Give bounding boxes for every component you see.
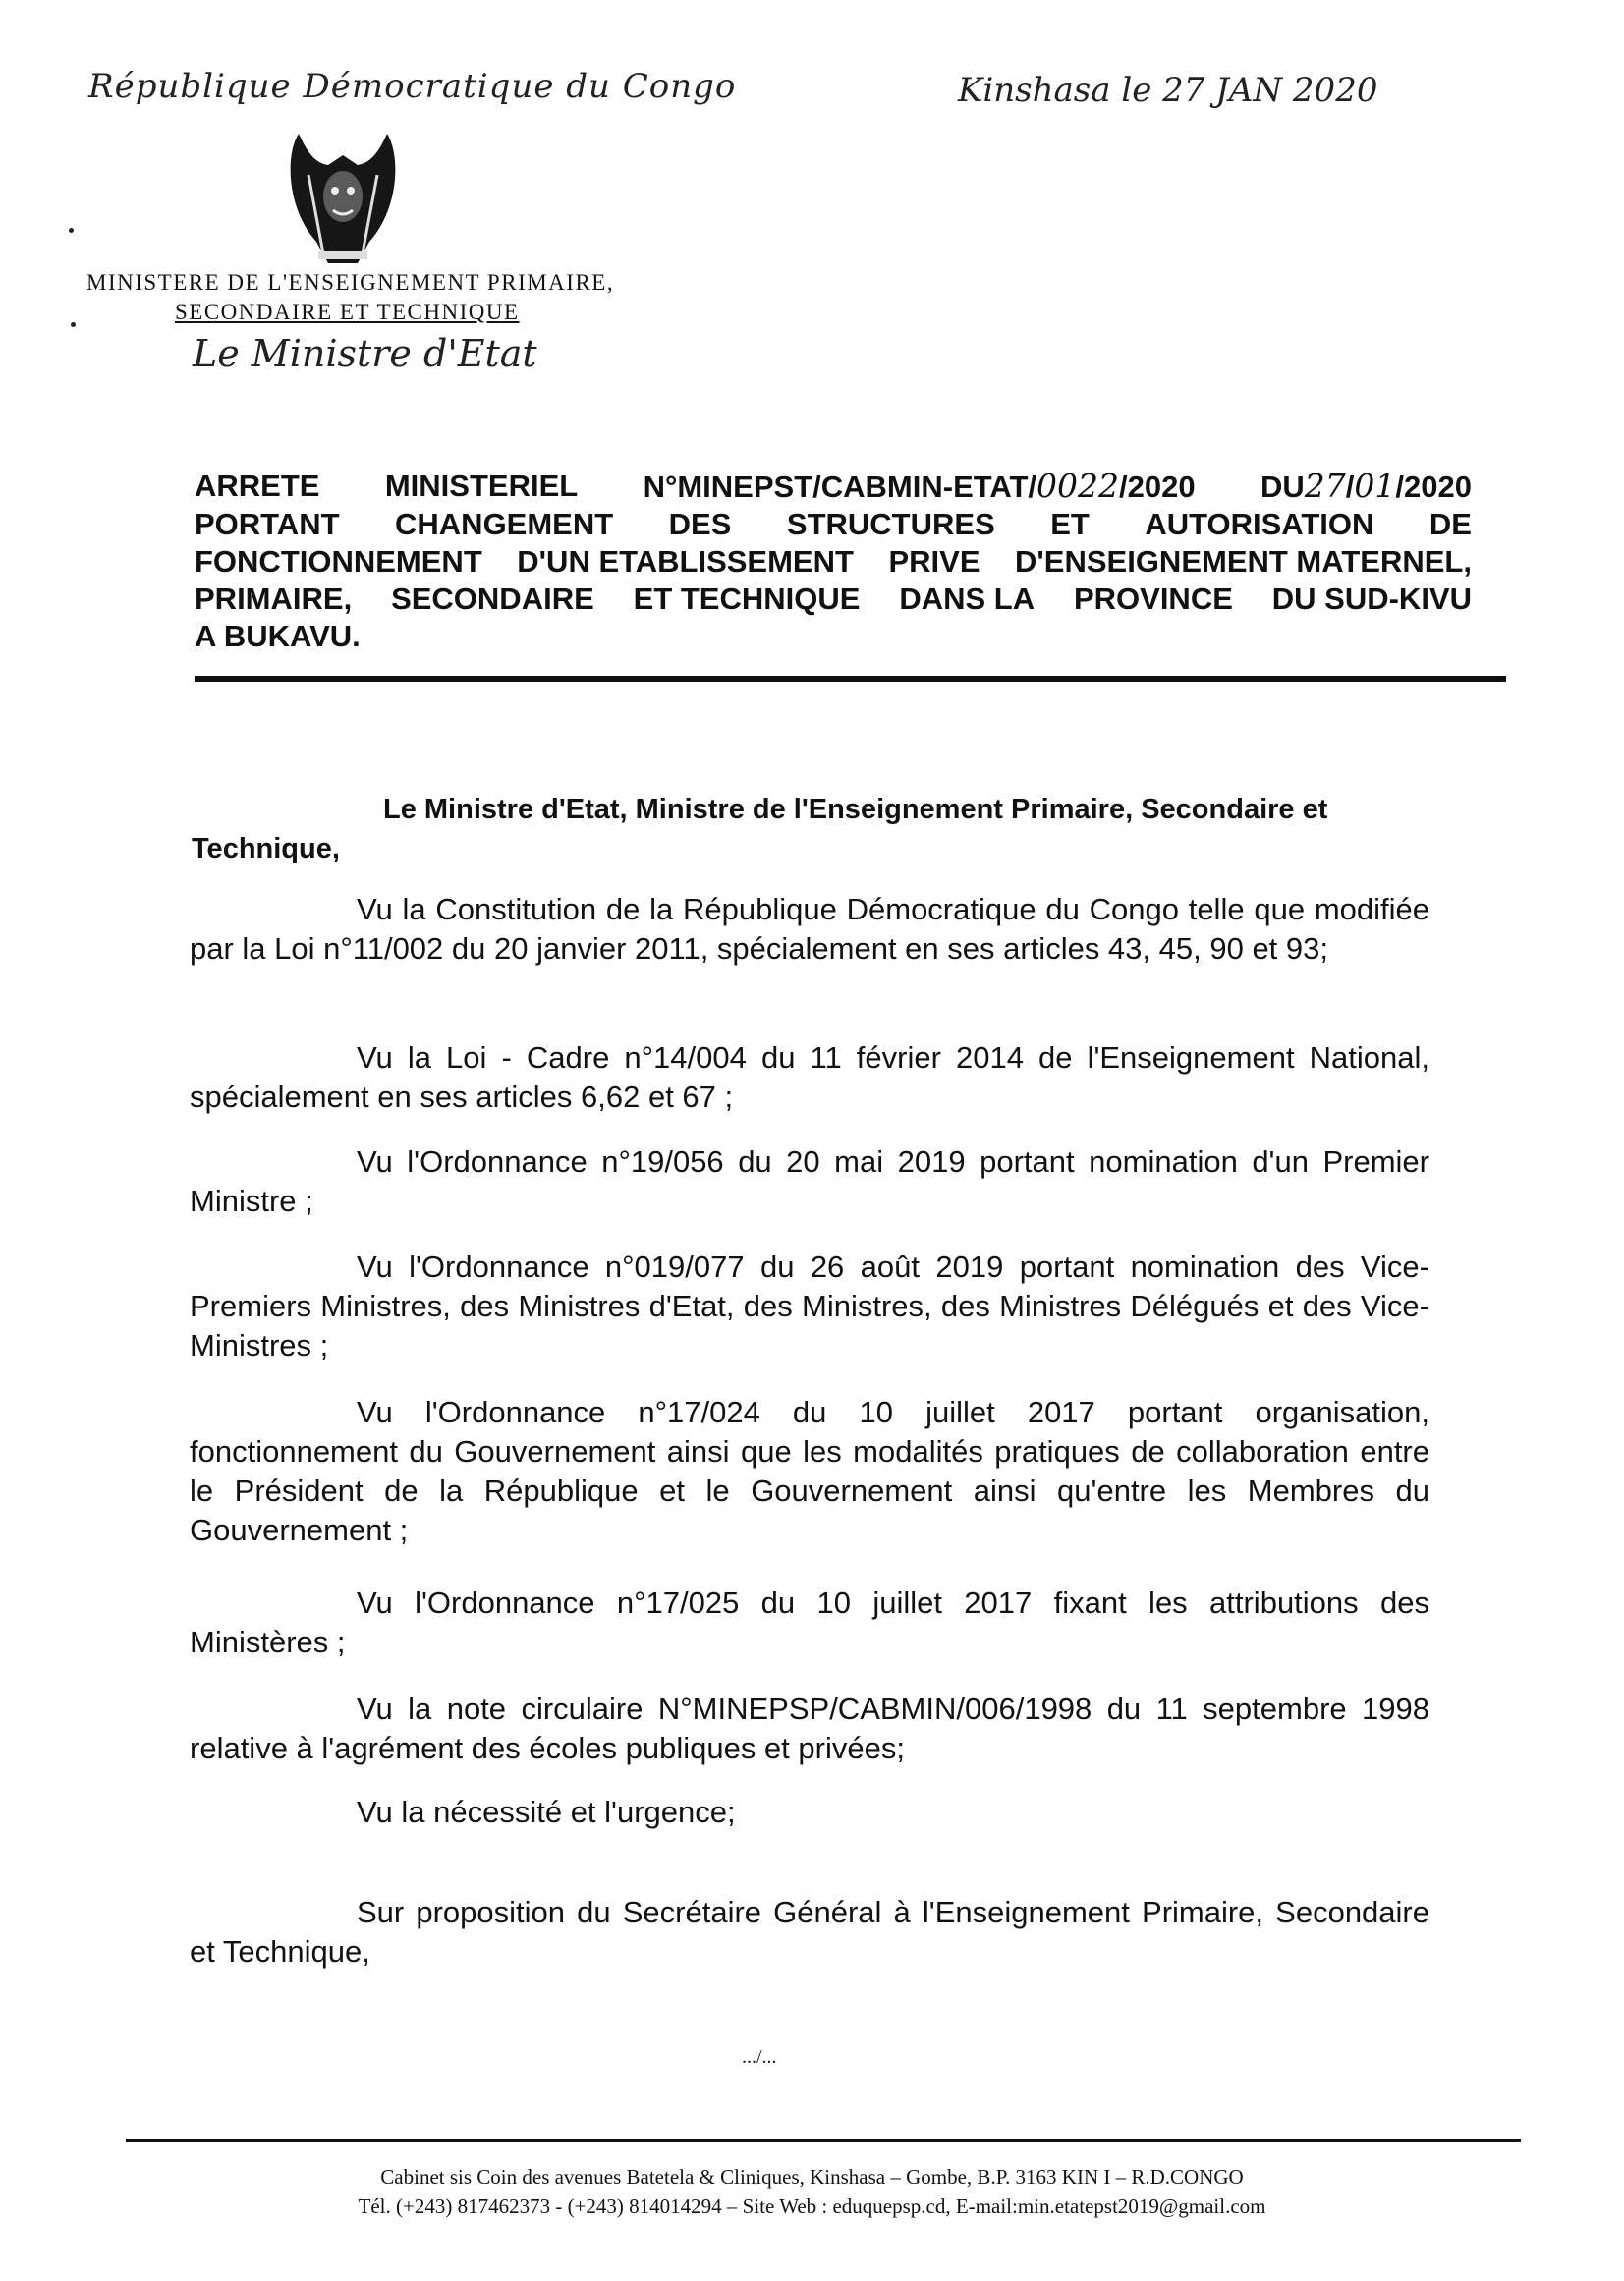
title-line-5: A BUKAVU.: [195, 619, 361, 653]
paragraph: Vu l'Ordonnance n°019/077 du 26 août 2019 portant nomination des Vice-Premiers Ministres, des Ministres d'Etat, des Ministres, des Ministres Délégués et des Vice-Ministres ;: [190, 1250, 1429, 1363]
place-date: Kinshasa le 27 JAN 2020: [958, 71, 1378, 110]
decree-date: DU27/01/2020: [1260, 467, 1472, 505]
decree-date-day: 27: [1304, 467, 1346, 505]
title-divider: [195, 676, 1506, 682]
country-name: République Démocratique du Congo: [88, 67, 737, 106]
footer-divider: [126, 2139, 1521, 2142]
intro-text: Le Ministre d'Etat, Ministre de l'Enseignement Primaire, Secondaire et Technique,: [192, 794, 1328, 864]
decree-title: [195, 468, 1472, 655]
paragraph: Vu la nécessité et l'urgence;: [357, 1795, 736, 1829]
title-word: MINISTERIEL: [384, 469, 579, 503]
paragraph: Vu la Constitution de la République Démocratique du Congo telle que modifiée par la Loi n°11/002 du 20 janvier 2011, spécialement en ses articles 43, 45, 90 et 93;: [190, 892, 1429, 966]
ministry-name-line2: SECONDAIRE ET TECHNIQUE: [175, 300, 520, 324]
paragraph: Vu l'Ordonnance n°19/056 du 20 mai 2019 portant nomination d'un Premier Ministre ;: [190, 1144, 1429, 1218]
decree-number: 0022: [1036, 467, 1120, 505]
paragraph: Vu la note circulaire N°MINEPSP/CABMIN/006/1998 du 11 septembre 1998 relative à l'agrément des écoles publiques et privées;: [190, 1692, 1429, 1765]
title-line-3: FONCTIONNEMENT D'UN ETABLISSEMENT PRIVE D'ENSEIGNEMENT MATERNEL,: [195, 544, 1472, 579]
scan-mark: [69, 228, 74, 233]
paragraph: Vu la Loi - Cadre n°14/004 du 11 février 2014 de l'Enseignement National, spécialement en ses articles 6,62 et 67 ;: [190, 1040, 1429, 1114]
coat-of-arms-icon: [279, 116, 407, 273]
footer-contact: Tél. (+243) 817462373 - (+243) 814014294 – Site Web : eduquepsp.cd, E-mail:min.etatepst2019@gmail.com: [358, 2195, 1266, 2218]
footer-address: Cabinet sis Coin des avenues Batetela & Cliniques, Kinshasa – Gombe, B.P. 3163 KIN I – R.D.CONGO: [380, 2165, 1244, 2189]
scan-mark: [71, 322, 76, 327]
page-continuation: .../...: [742, 2046, 777, 2068]
ministry-name-line1: MINISTERE DE L'ENSEIGNEMENT PRIMAIRE,: [86, 270, 615, 295]
paragraph: Vu l'Ordonnance n°17/024 du 10 juillet 2017 portant organisation, fonctionnement du Gouvernement ainsi que les modalités pratiques de collaboration entre le Président de la République et le Gouvernement ainsi qu'entre les Membres du Gouvernement ;: [190, 1395, 1429, 1547]
title-line-4: PRIMAIRE, SECONDAIRE ET TECHNIQUE DANS LA PROVINCE DU SUD-KIVU: [195, 582, 1472, 616]
decree-date-month: 01: [1354, 467, 1396, 505]
title-word: ARRETE: [195, 469, 320, 503]
title-line-2: PORTANT CHANGEMENT DES STRUCTURES ET AUTORISATION DE: [195, 507, 1472, 541]
decree-reference: N°MINEPST/CABMIN-ETAT/0022/2020: [643, 467, 1196, 505]
title-line-1: [195, 468, 1472, 506]
paragraph: Sur proposition du Secrétaire Général à l'Enseignement Primaire, Secondaire et Technique,: [190, 1895, 1429, 1969]
paragraph: Vu l'Ordonnance n°17/025 du 10 juillet 2017 fixant les attributions des Ministères ;: [190, 1586, 1429, 1659]
minister-title: Le Ministre d'Etat: [193, 332, 537, 375]
